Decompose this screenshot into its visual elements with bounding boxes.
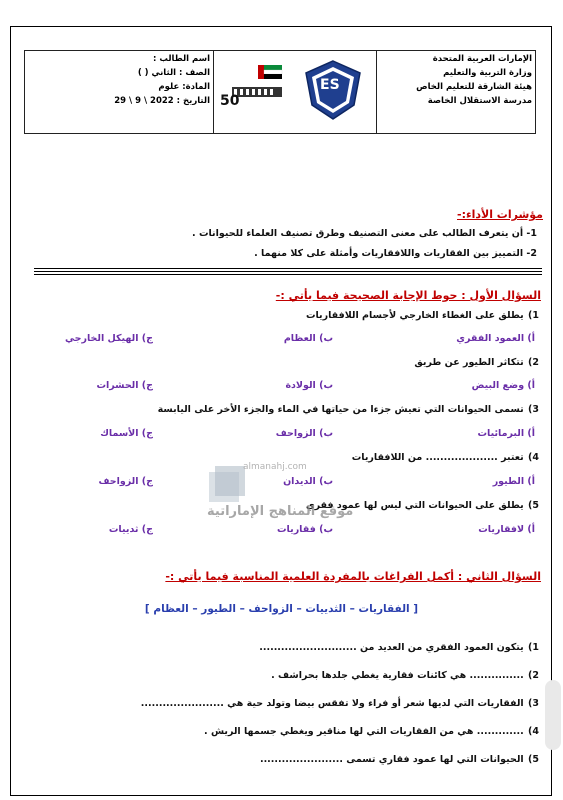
indicator-item-1: 1- أن يتعرف الطالب على معنى التصنيف وطرق تصنيف العلماء للحيوانات .: [192, 228, 537, 239]
country-label: الإمارات العربية المتحدة: [432, 54, 532, 64]
q1-3-option-c[interactable]: ج) الأسماك: [100, 428, 153, 439]
q1-2-option-b[interactable]: ب) الولادة: [285, 380, 333, 391]
student-name-label: اسم الطالب :: [152, 54, 210, 64]
item-number: 2): [528, 670, 539, 681]
fifty-logo-text: 50: [220, 93, 240, 109]
question-number: 3): [528, 404, 539, 415]
q2-item-1: [259, 642, 539, 653]
q1-1-option-c[interactable]: ج) الهيكل الخارجي: [65, 333, 153, 344]
school-name-label: مدرسة الاستقلال الخاصة: [427, 96, 532, 106]
divider-line: [34, 271, 542, 272]
q1-question-2: [414, 357, 539, 368]
q1-4-option-a[interactable]: أ) الطيور: [492, 476, 535, 487]
q1-1-option-b[interactable]: ب) العظام: [283, 333, 333, 344]
q1-5-option-c[interactable]: ج) ثدييات: [108, 524, 153, 535]
item-number: 3): [528, 698, 539, 709]
school-logo-letters: ES: [320, 77, 340, 93]
q1-3-option-a[interactable]: أ) البرمائيات: [477, 428, 535, 439]
item-text: ............. هي من الفقاريات التي لها مناقير ويغطي جسمها الريش .: [204, 726, 524, 737]
q1-4-option-b[interactable]: ب) الديدان: [283, 476, 333, 487]
indicators-title: مؤشرات الأداء:-: [457, 208, 543, 221]
item-text: الفقاريات التي لديها شعر أو فراء ولا تفقس بيضا وتولد حية هي .......................: [140, 698, 524, 709]
question-number: 4): [528, 452, 539, 463]
q1-5-option-b[interactable]: ب) فقاريات: [277, 524, 333, 535]
q1-2-option-c[interactable]: ج) الحشرات: [96, 380, 153, 391]
question-text: تعتبر .................... من اللافقاريات: [351, 452, 524, 463]
q1-1-option-a[interactable]: أ) العمود الفقري: [456, 333, 535, 344]
ministry-label: وزارة التربية والتعليم: [443, 68, 532, 78]
subject-label: المادة: علوم: [158, 82, 210, 92]
q2-item-2: [271, 670, 539, 681]
q2-item-5: [260, 754, 539, 765]
word-bank: [ الفقاريات – الثدييات – الزواحف – الطيور – العظام ]: [144, 603, 419, 615]
indicator-item-2: 2- التمييز بين الفقاريات واللافقاريات وأمثلة على كلا منهما .: [254, 248, 537, 259]
scroll-handle[interactable]: [545, 680, 561, 750]
q1-title: السؤال الأول : حوط الإجابة الصحيحة فيما يأتي :-: [275, 289, 541, 302]
divider-line: [34, 274, 542, 275]
question-number: 5): [528, 500, 539, 511]
question-text: يطلق على الغطاء الخارجي لأجسام اللافقاريات: [305, 310, 524, 321]
item-number: 4): [528, 726, 539, 737]
question-text: يطلق على الحيوانات التي ليس لها عمود فقري: [305, 500, 524, 511]
item-number: 1): [528, 642, 539, 653]
date-label: التاريخ : 2022 \ 9 \ 29: [114, 96, 210, 106]
watermark-book-icon: [207, 466, 247, 506]
q2-title: السؤال الثاني : أكمل الفراغات بالمفردة العلمية المناسبة فيما يأتي :-: [165, 570, 541, 583]
item-text: الحيوانات التي لها عمود فقاري تسمى .......................: [259, 754, 524, 765]
left-info-cell: [25, 51, 214, 134]
right-info-cell: [377, 51, 536, 134]
question-text: تسمى الحيوانات التي تعيش جزءا من حياتها في الماء والجزء الأخر على اليابسة: [157, 404, 524, 415]
q2-item-4: [204, 726, 539, 737]
item-number: 5): [528, 754, 539, 765]
item-text: ............... هي كائنات فقارية يغطي جلدها بحراشف .: [271, 670, 524, 681]
q1-question-3: [158, 404, 539, 415]
grade-label: الصف : الثاني ( ): [137, 68, 210, 78]
q1-5-option-a[interactable]: أ) لافقاريات: [478, 524, 535, 535]
header-table: [24, 50, 536, 134]
question-number: 1): [528, 310, 539, 321]
watermark: [207, 462, 354, 532]
q1-3-option-b[interactable]: ب) الزواحف: [275, 428, 333, 439]
watermark-url: almanahj.com: [243, 462, 307, 472]
divider-line: [34, 268, 542, 269]
authority-label: هيئة الشارقة للتعليم الخاص: [416, 82, 532, 92]
q2-item-3: [141, 698, 539, 709]
question-text: تتكاثر الطيور عن طريق: [414, 357, 524, 368]
q1-question-1: [306, 310, 539, 321]
question-number: 2): [528, 357, 539, 368]
q1-question-4: [352, 452, 539, 463]
watermark-text: موقع المناهج الإماراتية: [207, 504, 354, 519]
item-text: يتكون العمود الفقري من العديد من ...........................: [259, 642, 524, 653]
logo-cell: [214, 51, 377, 134]
q1-4-option-c[interactable]: ج) الزواحف: [98, 476, 153, 487]
q1-2-option-a[interactable]: أ) وضع البيض: [471, 380, 535, 391]
